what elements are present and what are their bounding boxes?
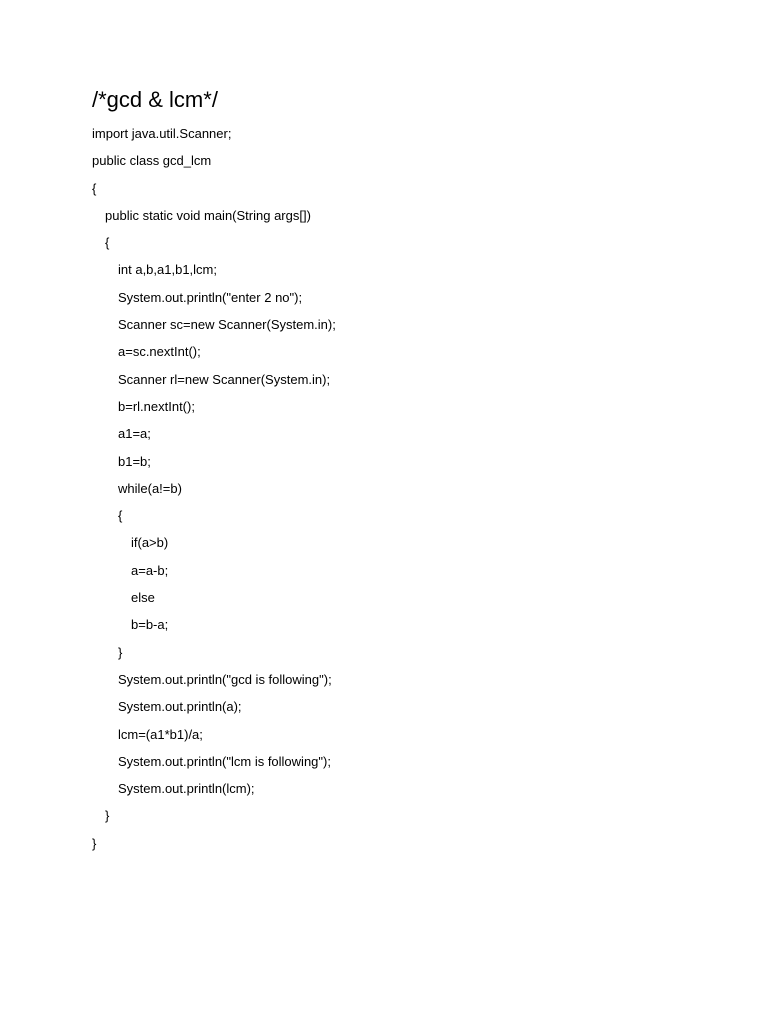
code-line: a1=a; <box>118 426 151 442</box>
code-line: System.out.println("gcd is following"); <box>118 671 332 687</box>
code-line: { <box>92 180 97 196</box>
code-line: b1=b; <box>118 453 151 469</box>
code-line: System.out.println(a); <box>118 699 242 715</box>
code-line: a=a-b; <box>131 562 169 578</box>
code-line: int a,b,a1,b1,lcm; <box>118 262 217 278</box>
code-line: System.out.println("lcm is following"); <box>118 753 331 769</box>
code-line: { <box>118 508 123 524</box>
code-listing <box>92 120 336 857</box>
code-line: import java.util.Scanner; <box>92 126 232 141</box>
code-line: Scanner rl=new Scanner(System.in); <box>118 371 331 387</box>
code-line: public static void main(String args[]) <box>105 207 311 223</box>
code-line: b=rl.nextInt(); <box>118 398 195 414</box>
code-line: } <box>92 835 97 851</box>
code-line: } <box>105 808 110 824</box>
code-line: { <box>105 235 110 251</box>
code-line: } <box>118 644 123 660</box>
code-line: while(a!=b) <box>118 480 182 496</box>
document-title: /*gcd & lcm*/ <box>92 87 218 112</box>
code-line: System.out.println(lcm); <box>118 781 255 797</box>
code-line: if(a>b) <box>131 535 169 551</box>
code-line: a=sc.nextInt(); <box>118 344 201 360</box>
code-line: lcm=(a1*b1)/a; <box>118 726 203 742</box>
code-line: b=b-a; <box>131 617 169 633</box>
code-line: System.out.println("enter 2 no"); <box>118 289 303 305</box>
code-line: Scanner sc=new Scanner(System.in); <box>118 317 336 333</box>
code-line: public class gcd_lcm <box>92 153 212 169</box>
code-line: else <box>131 590 155 606</box>
